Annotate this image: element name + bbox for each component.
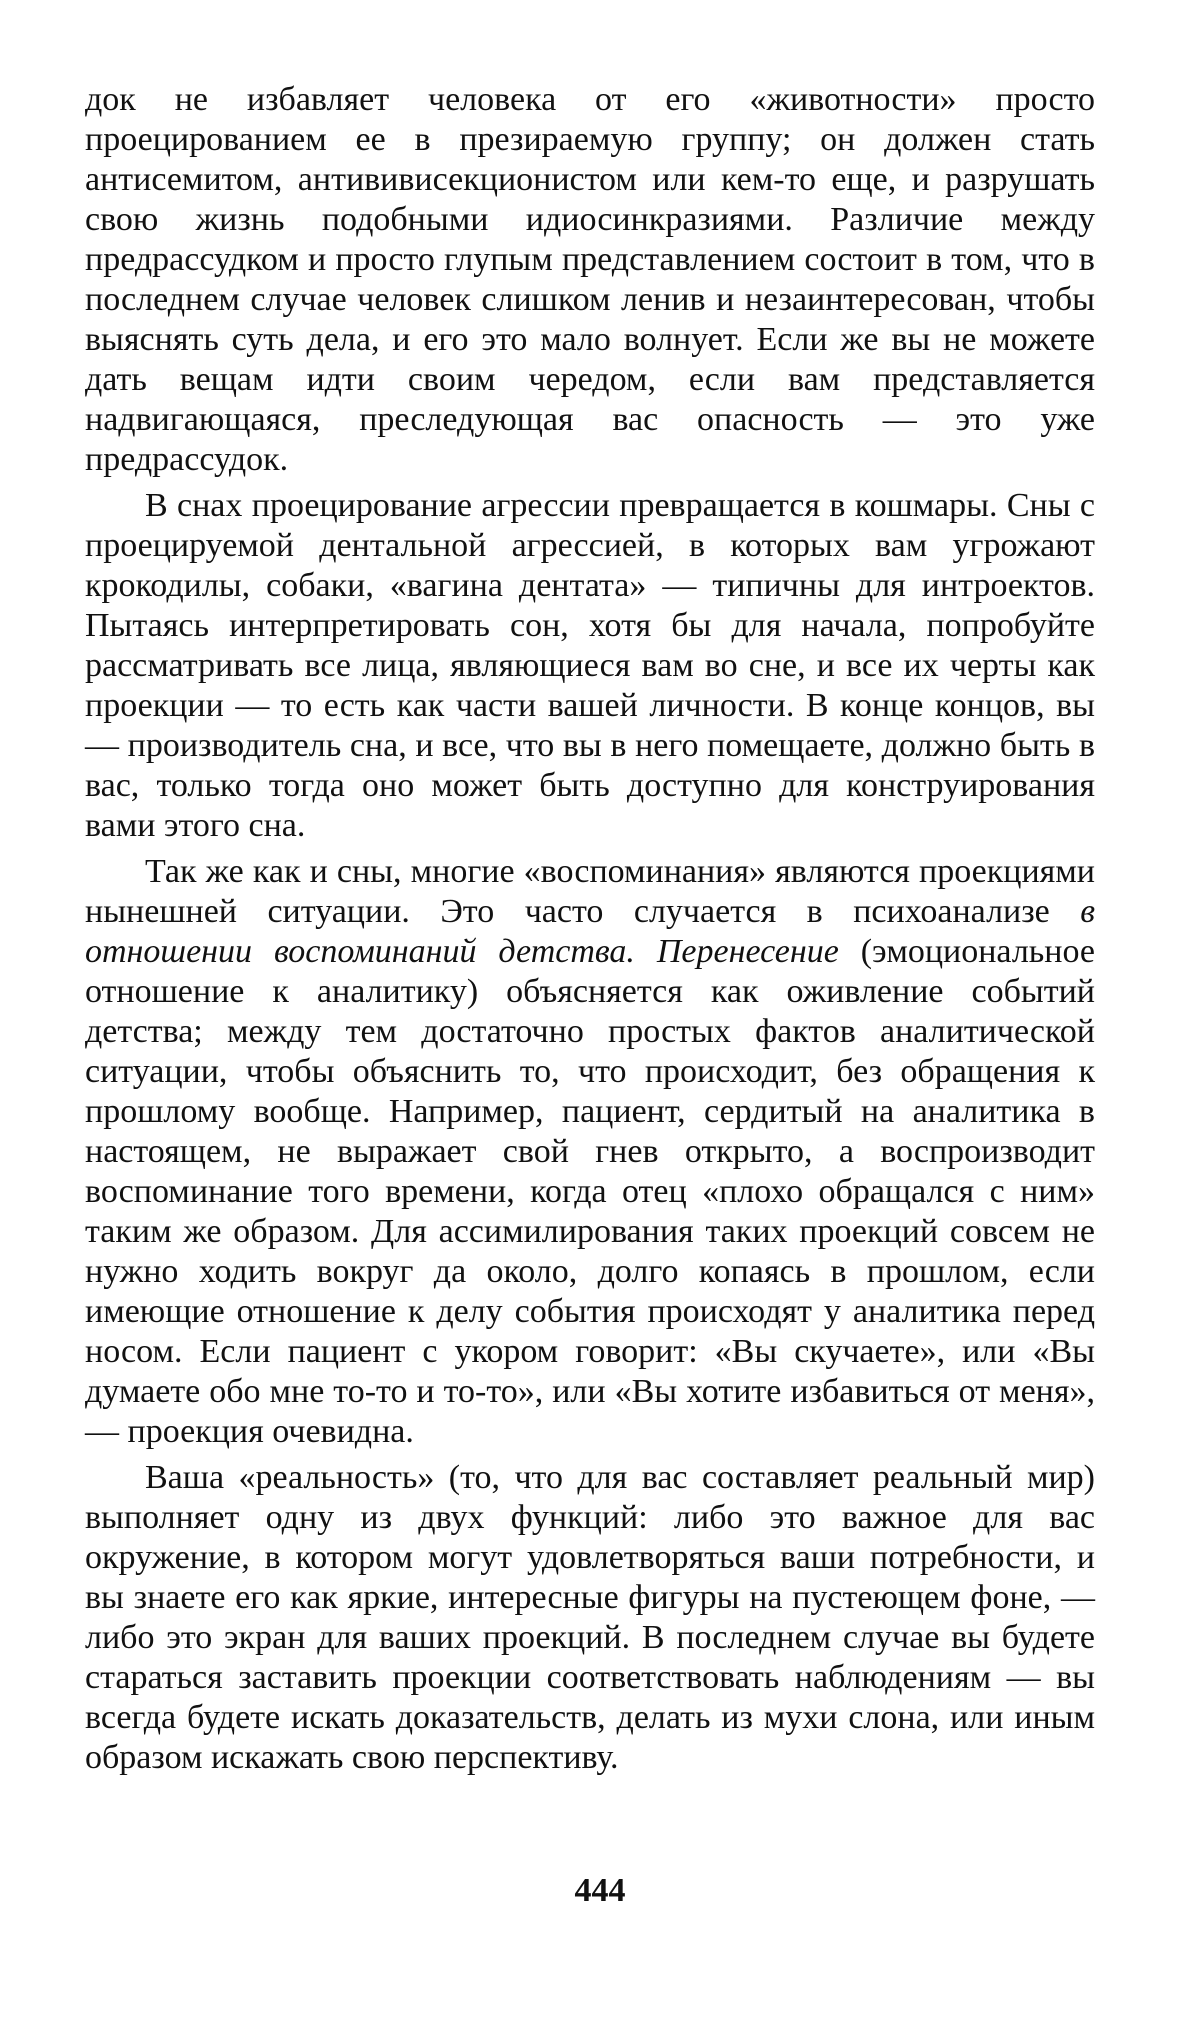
paragraph-3-italic-text: в отношении воспоминаний детства. Перенесение — [85, 893, 1095, 970]
paragraph-4 — [85, 1458, 1095, 1778]
paragraph-2-text: В снах проецирование агрессии превращается в кошмары. Сны с проецируемой дентальной агрессией, в которых вам угрожают крокодилы, собаки, «вагина дентата» — типичны для интроектов. Пытаясь интерпретировать сон, хотя бы для начала, попробуйте рассматривать все лица, являющиеся вам во сне, и все их черты как проекции — то есть как части вашей личности. В конце концов, вы — производитель сна, и все, что вы в него помещаете, должно быть в вас, только тогда оно может быть доступно для конструирования вами этого сна. — [85, 487, 1095, 844]
paragraph-3-text-end: (эмоциональное отношение к аналитику) объясняется как оживление событий детства; между тем достаточно простых фактов аналитической ситуации, чтобы объяснить то, что происходит, без обращения к прошлому вообще. Например, пациент, сердитый на аналитика в настоящем, не выражает свой гнев открыто, а воспроизводит воспоминание того времени, когда отец «плохо обращался с ним» таким же образом. Для ассимилирования таких проекций совсем не нужно ходить вокруг да около, долго копаясь в прошлом, если имеющие отношение к делу события происходят у аналитика перед носом. Если пациент с укором говорит: «Вы скучаете», или «Вы думаете обо мне то-то и то-то», или «Вы хотите избавиться от меня», — проекция очевидна. — [85, 933, 1095, 1450]
paragraph-2 — [85, 486, 1095, 846]
paragraph-1 — [85, 80, 1095, 480]
paragraph-1-text: док не избавляет человека от его «животности» просто проецированием ее в презираемую группу; он должен стать антисемитом, антививисекционистом или кем-то еще, и разрушать свою жизнь подобными идиосинкразиями. Различие между предрассудком и просто глупым представлением состоит в том, что в последнем случае человек слишком ленив и незаинтересован, чтобы выяснять суть дела, и его это мало волнует. Если же вы не можете дать вещам идти своим чередом, если вам представляется надвигающаяся, преследующая вас опасность — это уже предрассудок. — [85, 81, 1095, 478]
paragraph-4-text: Ваша «реальность» (то, что для вас составляет реальный мир) выполняет одну из двух функций: либо это важное для вас окружение, в котором могут удовлетворяться ваши потребности, и вы знаете его как яркие, интересные фигуры на пустеющем фоне, — либо это экран для ваших проекций. В последнем случае вы будете стараться заставить проекции соответствовать наблюдениям — вы всегда будете искать доказательств, делать из мухи слона, или иным образом искажать свою перспективу. — [85, 1459, 1095, 1776]
page-body — [85, 80, 1095, 1784]
paragraph-3 — [85, 852, 1095, 1452]
page-number: 444 — [574, 1872, 626, 1909]
paragraph-3-text-start: Так же как и сны, многие «воспоминания» являются проекциями нынешней ситуации. Это часто случается в психоанализе — [85, 853, 1095, 930]
